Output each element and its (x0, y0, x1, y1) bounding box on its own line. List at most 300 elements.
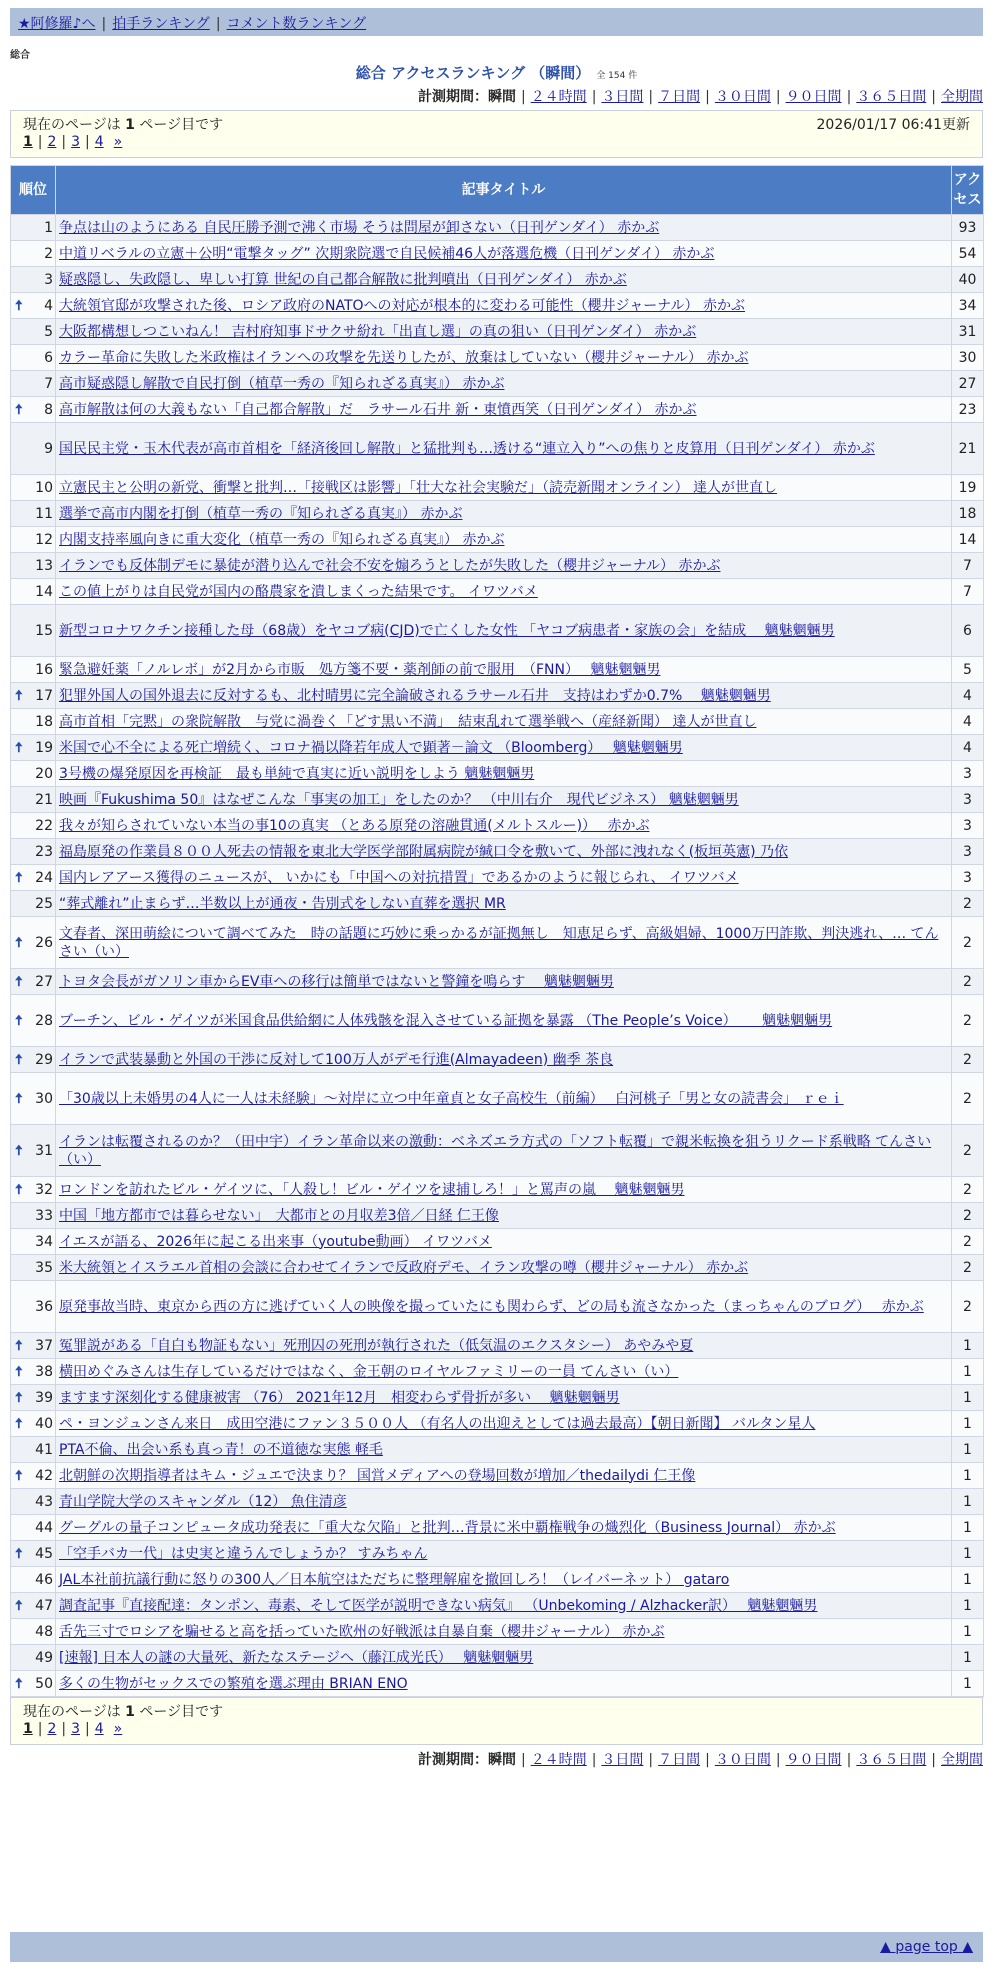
rank-number: 17 (35, 687, 53, 704)
rank-cell (11, 1671, 56, 1697)
rank-cell (11, 735, 56, 761)
access-count: 1 (952, 1515, 984, 1541)
rank-number: 41 (35, 1441, 53, 1458)
article-link[interactable]: 文春者、深田萌絵について調べてみた 時の話題に巧妙に乗っかるが証拠無し 知恵足らず、高級娼婦、1000万円詐欺、判決逃れ、… てんさい（い） (59, 925, 939, 960)
table-row (11, 1411, 984, 1437)
rank-cell (11, 371, 56, 397)
table-row (11, 267, 984, 293)
up-arrow-icon: 🠅 (15, 1597, 23, 1614)
access-count: 18 (952, 501, 984, 527)
pager-page-link[interactable]: 2 (47, 1721, 57, 1737)
access-count: 2 (952, 1229, 984, 1255)
period-separator: | (520, 1752, 526, 1768)
period-separator: | (775, 1752, 781, 1768)
table-row (11, 1515, 984, 1541)
period-link[interactable]: ３０日間 (714, 89, 771, 105)
nav-separator: | (215, 16, 221, 32)
table-row (11, 1177, 984, 1203)
comment-ranking-link[interactable]: コメント数ランキング (226, 16, 367, 32)
rank-cell (11, 1645, 56, 1671)
period-separator: | (591, 1752, 597, 1768)
table-row (11, 813, 984, 839)
period-separator: | (775, 89, 781, 105)
title-cell (56, 891, 952, 917)
access-count: 2 (952, 995, 984, 1047)
updated-timestamp: 2026/01/17 06:41更新 (816, 117, 970, 133)
pager-current: 1 (23, 134, 33, 150)
title-cell (56, 1411, 952, 1437)
title-cell (56, 813, 952, 839)
title-cell (56, 1047, 952, 1073)
article-link[interactable]: 横田めぐみさんは生存しているだけではなく、金王朝のロイヤルファミリーの一員 てんさい（い） (59, 1363, 679, 1380)
article-link[interactable]: 緊急避妊薬「ノルレボ」が2月から市販 処方箋不要・薬剤師の前で服用 （FNN） 魑魅魍魎男 (59, 661, 661, 678)
rank-cell (11, 527, 56, 553)
applause-ranking-link[interactable]: 拍手ランキング (112, 16, 210, 32)
article-link[interactable]: トヨタ会長がガソリン車からEV車への移行は簡単ではないと警鐘を鳴らす 魑魅魍魎男 (59, 973, 614, 990)
title-cell (56, 527, 952, 553)
table-row (11, 1255, 984, 1281)
table-row (11, 371, 984, 397)
rank-cell (11, 1125, 56, 1177)
rank-number: 22 (35, 817, 53, 834)
rank-cell (11, 761, 56, 787)
table-row (11, 1047, 984, 1073)
rank-number: 29 (35, 1051, 53, 1068)
title-cell (56, 501, 952, 527)
title-cell (56, 397, 952, 423)
table-row (11, 1073, 984, 1125)
period-separator: | (705, 1752, 710, 1768)
article-link[interactable]: 米大統領とイスラエル首相の会談に合わせてイランで反政府デモ、イラン攻撃の噂（櫻井ジャーナル） 赤かぶ (59, 1259, 749, 1276)
rank-number: 1 (44, 219, 53, 236)
rank-number: 7 (44, 375, 53, 392)
rank-cell (11, 813, 56, 839)
title-cell (56, 1177, 952, 1203)
period-link[interactable]: ７日間 (658, 89, 701, 105)
rank-number: 42 (35, 1467, 53, 1484)
article-link[interactable]: 選挙で高市内閣を打倒（植草一秀の『知られざる真実』） 赤かぶ (59, 505, 463, 522)
up-arrow-icon: 🠅 (15, 1181, 23, 1198)
title-cell (56, 241, 952, 267)
table-row (11, 423, 984, 475)
access-count: 5 (952, 657, 984, 683)
period-link[interactable]: ３日間 (601, 1752, 644, 1768)
period-separator: | (648, 89, 654, 105)
title-cell (56, 267, 952, 293)
title-cell (56, 1593, 952, 1619)
table-row (11, 839, 984, 865)
table-row (11, 1203, 984, 1229)
title-cell (56, 605, 952, 657)
rank-number: 21 (35, 791, 53, 808)
table-row (11, 1333, 984, 1359)
access-count: 1 (952, 1489, 984, 1515)
up-arrow-icon: 🠅 (15, 869, 23, 886)
article-link[interactable]: 疑惑隠し、失政隠し、卑しい打算 世紀の自己都合解散に批判噴出（日刊ゲンダイ） 赤かぶ (59, 271, 627, 288)
rank-number: 26 (35, 934, 53, 951)
period-link[interactable]: ３０日間 (714, 1752, 771, 1768)
access-count: 19 (952, 475, 984, 501)
article-link[interactable]: 国民民主党・玉木代表が高市首相を「経済後回し解散」と猛批判も…透ける“連立入り”への焦りと皮算用（日刊ゲンダイ） 赤かぶ (59, 440, 875, 457)
title-cell (56, 1203, 952, 1229)
access-count: 1 (952, 1541, 984, 1567)
title-cell (56, 969, 952, 995)
rank-number: 44 (35, 1519, 53, 1536)
rank-cell (11, 319, 56, 345)
rank-cell (11, 1593, 56, 1619)
rank-number: 32 (35, 1181, 53, 1198)
article-link[interactable]: ますます深刻化する健康被害 （76） 2021年12月 相変わらず骨折が多い 魑魅魍魎男 (59, 1389, 620, 1406)
title-cell (56, 1645, 952, 1671)
access-count: 3 (952, 761, 984, 787)
access-count: 93 (952, 215, 984, 241)
article-link[interactable]: JAL本社前抗議行動に怒りの300人／日本航空はただちに整理解雇を撤回しろ！（レイバーネット） gataro (59, 1571, 730, 1588)
access-count: 2 (952, 891, 984, 917)
rank-number: 43 (35, 1493, 53, 1510)
period-separator: | (648, 1752, 654, 1768)
article-link[interactable]: 調査記事『直接配達：タンポン、毒素、そして医学が説明できない病気』 （Unbekoming / Alzhacker訳） 魑魅魍魎男 (59, 1597, 818, 1614)
period-label: 計測期間： (417, 89, 488, 105)
rank-number: 27 (35, 973, 53, 990)
article-link[interactable]: 冤罪説がある「自白も物証もない」死刑囚の死刑が執行された（低気温のエクスタシー） あやみや夏 (59, 1337, 694, 1354)
footer-bar (10, 1932, 983, 1962)
rank-number: 36 (35, 1298, 53, 1315)
title-cell (56, 1359, 952, 1385)
access-count: 1 (952, 1567, 984, 1593)
article-link[interactable]: イエスが語る、2026年に起こる出来事（youtube動画） イワツバメ (59, 1233, 492, 1250)
current-page-text: 現在のページは 1 ページ目です (23, 1704, 224, 1720)
pager-top (23, 134, 970, 154)
access-count: 1 (952, 1411, 984, 1437)
table-row (11, 1229, 984, 1255)
rank-number: 39 (35, 1389, 53, 1406)
article-link[interactable]: 米国で心不全による死亡増続く、コロナ禍以降若年成人で顕著－論文 （Bloomberg） 魑魅魍魎男 (59, 739, 683, 756)
table-row (11, 1619, 984, 1645)
table-row (11, 345, 984, 371)
period-separator: | (846, 1752, 852, 1768)
article-link[interactable]: 3号機の爆発原因を再検証 最も単純で真実に近い説明をしよう 魑魅魍魎男 (59, 765, 535, 782)
title-cell (56, 683, 952, 709)
breadcrumb: 総合 (10, 50, 30, 61)
title-cell (56, 839, 952, 865)
article-link[interactable]: 高市首相「完黙」の衆院解散 与党に渦巻く「どす黒い不満」 結束乱れて選挙戦へ（産経新聞） 達人が世直し (59, 713, 757, 730)
up-arrow-icon: 🠅 (15, 1012, 23, 1029)
rank-cell (11, 1489, 56, 1515)
rank-cell (11, 657, 56, 683)
article-link[interactable]: グーグルの量子コンピュータ成功発表に「重大な欠陥」と批判…背景に米中覇権戦争の熾烈化（Business Journal） 赤かぶ (59, 1519, 836, 1536)
table-row (11, 1645, 984, 1671)
rank-cell (11, 891, 56, 917)
table-row (11, 865, 984, 891)
rank-cell (11, 345, 56, 371)
period-link[interactable]: 全期間 (941, 1752, 983, 1768)
rank-cell (11, 995, 56, 1047)
table-row (11, 787, 984, 813)
page-info-bottom (10, 1697, 983, 1745)
rank-cell (11, 1437, 56, 1463)
pager-separator: | (37, 134, 43, 150)
table-row (11, 657, 984, 683)
ranking-table (10, 165, 984, 1697)
title-cell (56, 371, 952, 397)
article-link[interactable]: 福島原発の作業員８００人死去の情報を東北大学医学部附属病院が緘口令を敷いて、外部に洩れなく(板垣英憲) 乃依 (59, 843, 789, 860)
rank-cell (11, 865, 56, 891)
pager-separator: | (85, 1721, 90, 1737)
table-row (11, 1593, 984, 1619)
title-cell (56, 1333, 952, 1359)
title-cell (56, 293, 952, 319)
rank-number: 25 (35, 895, 53, 912)
up-arrow-icon: 🠅 (15, 934, 23, 951)
period-link[interactable]: 全期間 (941, 89, 983, 105)
access-count: 23 (952, 397, 984, 423)
table-row (11, 1437, 984, 1463)
rank-cell (11, 579, 56, 605)
article-link[interactable]: PTA不倫、出会い系も真っ青！の不道徳な実態 軽毛 (59, 1441, 383, 1458)
table-row (11, 215, 984, 241)
pager-page-link[interactable]: 2 (47, 134, 57, 150)
rank-number: 45 (35, 1545, 53, 1562)
rank-cell (11, 917, 56, 969)
article-link[interactable]: イランで武装暴動と外国の干渉に反対して100万人がデモ行進(Almayadeen) 幽季 茶良 (59, 1051, 614, 1068)
access-count: 2 (952, 1203, 984, 1229)
page-top-link[interactable]: ▲ page top ▲ (880, 1939, 973, 1955)
article-link[interactable]: 大阪都構想しつこいねん！ 吉村府知事ドサクサ紛れ「出直し選」の真の狙い（日刊ゲンダイ） 赤かぶ (59, 323, 697, 340)
rank-number: 50 (35, 1675, 53, 1692)
table-row (11, 579, 984, 605)
access-count: 54 (952, 241, 984, 267)
rank-number: 2 (44, 245, 53, 262)
table-row (11, 501, 984, 527)
column-header-rank: 順位 (11, 166, 56, 215)
access-count: 1 (952, 1671, 984, 1697)
article-link[interactable]: 青山学院大学のスキャンダル（12） 魚住清彦 (59, 1493, 347, 1510)
rank-cell (11, 1281, 56, 1333)
table-row (11, 917, 984, 969)
up-arrow-icon: 🠅 (15, 1363, 23, 1380)
rank-number: 28 (35, 1012, 53, 1029)
rank-cell (11, 1463, 56, 1489)
title-cell (56, 657, 952, 683)
title-cell (56, 1515, 952, 1541)
title-cell (56, 917, 952, 969)
access-count: 2 (952, 1047, 984, 1073)
article-link[interactable]: 高市疑惑隠し解散で自民打倒（植草一秀の『知られざる真実』） 赤かぶ (59, 375, 505, 392)
title-cell (56, 709, 952, 735)
period-link[interactable]: ３６５日間 (856, 1752, 927, 1768)
rank-number: 5 (44, 323, 53, 340)
period-separator: | (846, 89, 852, 105)
title-cell (56, 319, 952, 345)
title-cell (56, 1125, 952, 1177)
title-cell (56, 1489, 952, 1515)
title-cell (56, 475, 952, 501)
page-info-top (10, 110, 983, 158)
table-row (11, 1541, 984, 1567)
article-link[interactable]: カラー革命に失敗した米政権はイランへの攻撃を先送りしたが、放棄はしていない（櫻井ジャーナル） 赤かぶ (59, 349, 749, 366)
article-link[interactable]: 争点は山のようにある 自民圧勝予測で沸く市場 そうは問屋が卸さない（日刊ゲンダイ） 赤かぶ (59, 219, 660, 236)
home-link[interactable]: ★阿修羅♪へ (18, 16, 96, 32)
rank-cell (11, 709, 56, 735)
pager-next-link[interactable]: » (113, 134, 123, 150)
title-cell (56, 579, 952, 605)
article-link[interactable]: 犯罪外国人の国外退去に反対するも、北村晴男に完全論破されるラサール石井 支持はわずか0.7% 魑魅魍魎男 (59, 687, 771, 704)
article-link[interactable]: 映画『Fukushima 50』はなぜこんな「事実の加工」をしたのか？ （中川右介 現代ビジネス） 魑魅魍魎男 (59, 791, 739, 808)
period-link[interactable]: ２４時間 (530, 89, 587, 105)
access-count: 1 (952, 1463, 984, 1489)
rank-cell (11, 1541, 56, 1567)
pager-page-link[interactable]: 3 (71, 1721, 81, 1737)
title-cell (56, 1229, 952, 1255)
rank-number: 38 (35, 1363, 53, 1380)
access-count: 2 (952, 1281, 984, 1333)
article-link[interactable]: “葬式離れ”止まらず…半数以上が通夜・告別式をしない直葬を選択 MR (59, 895, 506, 912)
access-count: 2 (952, 1255, 984, 1281)
access-count: 3 (952, 787, 984, 813)
rank-number: 3 (44, 271, 53, 288)
access-count: 2 (952, 1125, 984, 1177)
period-current: 瞬間 (487, 1752, 516, 1768)
access-count: 1 (952, 1619, 984, 1645)
rank-number: 47 (35, 1597, 53, 1614)
rank-cell (11, 1255, 56, 1281)
article-link[interactable]: イランでも反体制デモに暴徒が潜り込んで社会不安を煽ろうとしたが失敗した（櫻井ジャーナル） 赤かぶ (59, 557, 721, 574)
title-cell (56, 423, 952, 475)
title-cell (56, 1619, 952, 1645)
pager-separator: | (37, 1721, 43, 1737)
rank-cell (11, 241, 56, 267)
rank-cell (11, 683, 56, 709)
article-link[interactable]: 立憲民主と公明の新党、衝撃と批判…「接戦区は影響」「壮大な社会実験だ」（読売新聞オンライン） 達人が世直し (59, 479, 778, 496)
table-row (11, 1281, 984, 1333)
table-row (11, 709, 984, 735)
article-link[interactable]: 大統領官邸が攻撃された後、ロシア政府のNATOへの対応が根本的に変わる可能性（櫻井ジャーナル） 赤かぶ (59, 297, 746, 314)
access-count: 34 (952, 293, 984, 319)
table-row (11, 475, 984, 501)
article-link[interactable]: 新型コロナワクチン接種した母（68歳）をヤコブ病(CJD)で亡くした女性 「ヤコブ病患者・家族の会」を結成 魑魅魍魎男 (59, 622, 835, 639)
up-arrow-icon: 🠅 (15, 1415, 23, 1432)
article-link[interactable]: 舌先三寸でロシアを騙せると高を括っていた欧州の好戦派は自暴自棄（櫻井ジャーナル） 赤かぶ (59, 1623, 665, 1640)
rank-number: 40 (35, 1415, 53, 1432)
column-header-title: 記事タイトル (56, 166, 952, 215)
period-link[interactable]: ７日間 (658, 1752, 701, 1768)
nav-separator: | (101, 16, 107, 32)
article-link[interactable]: 多くの生物がセックスでの繁殖を選ぶ理由 BRIAN ENO (59, 1675, 408, 1692)
rank-cell (11, 423, 56, 475)
rank-number: 8 (44, 401, 53, 418)
rank-number: 15 (35, 622, 53, 639)
period-current: 瞬間 (487, 89, 516, 105)
up-arrow-icon: 🠅 (15, 1467, 23, 1484)
access-count: 1 (952, 1333, 984, 1359)
up-arrow-icon: 🠅 (15, 1389, 23, 1406)
rank-number: 9 (44, 440, 53, 457)
pager-separator: | (85, 134, 90, 150)
title-cell (56, 761, 952, 787)
rank-number: 10 (35, 479, 53, 496)
rank-number: 37 (35, 1337, 53, 1354)
pager-next-link[interactable]: » (113, 1721, 123, 1737)
access-count: 14 (952, 527, 984, 553)
period-separator: | (931, 1752, 936, 1768)
title-cell (56, 1671, 952, 1697)
article-link[interactable]: [速報] 日本人の謎の大量死、新たなステージへ（藤江成光氏） 魑魅魍魎男 (59, 1649, 534, 1666)
period-link[interactable]: ９０日間 (785, 1752, 842, 1768)
article-link[interactable]: 中道リベラルの立憲＋公明“電撃タッグ” 次期衆院選で自民候補46人が落選危機（日刊ゲンダイ） 赤かぶ (59, 245, 715, 262)
article-link[interactable]: ペ・ヨンジュンさん来日 成田空港にファン３５００人 （有名人の出迎えとしては過去最高）【朝日新聞】 バルタン星人 (59, 1415, 816, 1432)
article-link[interactable]: 我々が知らされていない本当の事10の真実 （とある原発の溶融貫通(メルトスルー)） 赤かぶ (59, 817, 650, 834)
access-count: 31 (952, 319, 984, 345)
period-link[interactable]: ２４時間 (530, 1752, 587, 1768)
table-row (11, 995, 984, 1047)
ranking-table-body (11, 215, 984, 1697)
title-cell (56, 1437, 952, 1463)
title-cell (56, 1385, 952, 1411)
pager-page-link[interactable]: 4 (94, 1721, 104, 1737)
period-separator: | (591, 89, 597, 105)
article-link[interactable]: 「30歳以上未婚男の4人に一人は未経験」～対岸に立つ中年童貞と女子高校生（前編） 白河桃子「男と女の読書会」 ｒｅｉ (59, 1090, 844, 1107)
access-count: 7 (952, 579, 984, 605)
title-cell (56, 1541, 952, 1567)
rank-cell (11, 839, 56, 865)
table-row (11, 1567, 984, 1593)
rank-cell (11, 1073, 56, 1125)
period-label: 計測期間： (417, 1752, 488, 1768)
article-link[interactable]: 内閣支持率風向きに重大変化（植草一秀の『知られざる真実』） 赤かぶ (59, 531, 505, 548)
access-count: 21 (952, 423, 984, 475)
article-link[interactable]: ロンドンを訪れたビル・ゲイツに、「人殺し！ビル・ゲイツを逮捕しろ！」と罵声の嵐 魑魅魍魎男 (59, 1181, 685, 1198)
article-link[interactable]: 国内レアアース獲得のニュースが、 いかにも「中国への対抗措置」であるかのように報じられ、 イワツバメ (59, 869, 739, 886)
rank-cell (11, 267, 56, 293)
article-link[interactable]: 中国「地方都市では暮らせない」 大都市との月収差3倍／日経 仁王像 (59, 1207, 499, 1224)
table-row (11, 735, 984, 761)
table-row (11, 891, 984, 917)
up-arrow-icon: 🠅 (15, 401, 23, 418)
article-link[interactable]: イランは転覆されるのか？（田中宇）イラン革命以来の激動：ベネズエラ方式の「ソフト転覆」で親米転換を狙うリクード系戦略 てんさい（い） (59, 1133, 932, 1168)
up-arrow-icon: 🠅 (15, 687, 23, 704)
title-cell (56, 1567, 952, 1593)
access-count: 1 (952, 1593, 984, 1619)
top-nav-bar (10, 8, 983, 36)
access-count: 1 (952, 1385, 984, 1411)
period-link[interactable]: ３６５日間 (856, 89, 927, 105)
article-link[interactable]: 原発事故当時、東京から西の方に逃げていく人の映像を撮っていたにも関わらず、どの局も流さなかった（まっちゃんのブログ） 赤かぶ (59, 1298, 924, 1315)
access-count: 2 (952, 1177, 984, 1203)
rank-cell (11, 215, 56, 241)
title-cell (56, 215, 952, 241)
article-link[interactable]: 高市解散は何の大義もない「自己都合解散」だ ラサール石井 新・東憤西笑（日刊ゲンダイ） 赤かぶ (59, 401, 697, 418)
period-link[interactable]: ３日間 (601, 89, 644, 105)
access-count: 1 (952, 1437, 984, 1463)
rank-cell (11, 1385, 56, 1411)
access-count: 3 (952, 813, 984, 839)
access-count: 30 (952, 345, 984, 371)
rank-cell (11, 605, 56, 657)
title-cell (56, 1073, 952, 1125)
pager-page-link[interactable]: 3 (71, 134, 81, 150)
article-link[interactable]: 北朝鮮の次期指導者はキム・ジュエで決まり？ 国営メディアへの登場回数が増加／thedailydi 仁王像 (59, 1467, 696, 1484)
pager-page-link[interactable]: 4 (94, 134, 104, 150)
article-link[interactable]: この値上がりは自民党が国内の酪農家を潰しまくった結果です。 イワツバメ (59, 583, 538, 600)
rank-cell (11, 1203, 56, 1229)
pager-separator: | (61, 1721, 67, 1737)
rank-cell (11, 1047, 56, 1073)
article-link[interactable]: ブーチン、ビル・ゲイツが米国食品供給網に人体残骸を混入させている証拠を暴露 （The People’s Voice） 魑魅魍魎男 (59, 1012, 833, 1029)
period-link[interactable]: ９０日間 (785, 89, 842, 105)
ranking-title (0, 62, 993, 83)
table-row (11, 761, 984, 787)
article-link[interactable]: 「空手バカ一代」は史実と違うんでしょうか？ すみちゃん (59, 1545, 428, 1562)
